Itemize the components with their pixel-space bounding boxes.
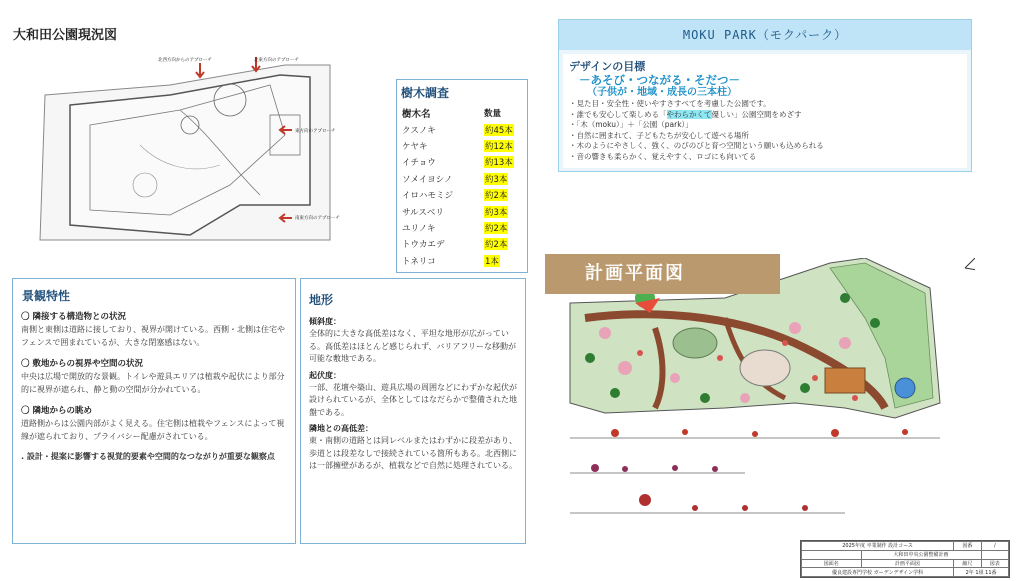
tree-name: ソメイヨシノ xyxy=(402,174,453,185)
terrain-panel xyxy=(300,278,526,544)
tb-drawing-name-label: 図面名 xyxy=(802,559,862,568)
tree-qty: 約45本 xyxy=(485,125,513,136)
terrain-sub-2: 起伏度： xyxy=(309,370,341,380)
tree-name: ケヤキ xyxy=(402,141,428,152)
goal-bullet-text: 木のようにやさしく、強く、のびのびと育つ空間という願いも込められる xyxy=(576,141,824,150)
goal-bullet-text: 誰でも安心して楽しめる「 xyxy=(576,109,667,119)
slogan: －あそび・つながる・そだつ－ xyxy=(579,73,740,87)
tree-qty: 約2本 xyxy=(485,240,508,251)
tb-empty xyxy=(981,550,1008,559)
tb-drawing-name: 計画平面図 xyxy=(861,559,954,568)
goal-bullet: ・誰でも安心して楽しめる「やわらかくて優しい」公園空間をめざす xyxy=(569,109,802,119)
tree-name: イロハモミジ xyxy=(402,191,454,202)
tree-qty: 約2本 xyxy=(485,223,508,234)
goal-bullet: ・木のようにやさしく、強く、のびのびと育つ空間という願いも込められる xyxy=(569,141,824,150)
slogan-sub: （子供が・地域・成長の三本柱） xyxy=(587,87,737,98)
terrain-text-3: 東・南側の道路とは同レベルまたはわずかに段差があり、歩道とは段差なしで接続されている箇所もある。北西側には一部擁壁があるが、植栽などで自然に処理されている。 xyxy=(309,436,517,470)
terrain-title: 地形 xyxy=(309,293,334,307)
scenery-sub-2: 〇 敷地からの視界や空間の状況 xyxy=(21,359,143,369)
approach-label-ne: 北東方向のアプローチ xyxy=(254,58,299,63)
tree-name: クスノキ xyxy=(402,125,436,136)
scenery-sub-3: 〇 隣地からの眺め xyxy=(21,406,92,416)
scenery-title: 景観特性 xyxy=(22,289,71,303)
approach-label-e: 東方向のアプローチ xyxy=(295,129,336,134)
goal-bullet: ・「木（moku）」＋「公園（park）」 xyxy=(569,120,693,129)
title-block xyxy=(800,540,1010,578)
moku-park-header: MOKU PARK（モクパーク） xyxy=(559,20,971,50)
goal-bullet-text: 「木（moku）」＋「公園（park）」 xyxy=(576,120,693,129)
tree-qty: 約12本 xyxy=(485,141,513,152)
tree-qty: 約13本 xyxy=(485,158,513,169)
site-plan-drawing xyxy=(545,258,975,528)
tree-survey-title: 樹木調査 xyxy=(401,86,450,100)
goal-bullet: ・自然に囲まれて、子どもたちが安心して遊べる場所 xyxy=(569,130,749,140)
tb-slash: / xyxy=(981,542,1008,551)
col-qty: 数量 xyxy=(484,109,502,120)
tree-name: イチョウ xyxy=(402,158,436,169)
page-title: 大和田公園現況図 xyxy=(13,28,118,43)
tb-chart-label: 図表 xyxy=(981,559,1008,568)
tree-qty: 約2本 xyxy=(485,191,508,202)
tree-row xyxy=(397,220,527,236)
scenery-text-1: 南側と東側は道路に接しており、視界が開けている。西側・北側は住宅やフェンスで囲まれているが、大きな閉塞感はない。 xyxy=(21,325,285,347)
tree-row xyxy=(397,187,527,203)
goal-bullet-text: 自然に囲まれて、子どもたちが安心して遊べる場所 xyxy=(576,130,749,140)
moku-park-panel xyxy=(558,19,972,172)
tb-year: 2025年度 卒業制作 設計コース xyxy=(802,542,954,551)
tree-row xyxy=(397,236,527,252)
tb-student: 2年 1組 11番 xyxy=(954,568,1009,577)
scenery-text-2: 中央は広場で開放的な景観。トイレや遊具エリアは植栽や起伏により部分的に視界が遮られ、静と動の空間が分かれている。 xyxy=(21,372,285,394)
tree-row xyxy=(397,138,527,154)
approach-label-nw: 北西方向からのアプローチ xyxy=(158,58,212,63)
tree-qty: 約3本 xyxy=(485,174,508,185)
tb-empty xyxy=(802,550,862,559)
tb-scale-label: 縮尺 xyxy=(954,559,981,568)
scenery-panel xyxy=(12,278,296,544)
tree-qty: 約3本 xyxy=(485,207,508,218)
tree-row xyxy=(397,171,527,187)
scenery-text-3: 道路側からは公園内部がよく見える。住宅側は植栽やフェンスによって視線が遮られており、プライバシー配慮がされている。 xyxy=(21,419,285,441)
goal-bullet: ・見た目・安全性・使いやすさすべてを考慮した公園です。 xyxy=(569,99,771,108)
tree-row xyxy=(397,253,527,269)
tb-label: 図番 xyxy=(954,542,981,551)
design-goal-box xyxy=(563,54,967,168)
scenery-sub-1: 〇 隣接する構造物との状況 xyxy=(21,312,126,322)
tree-name: ユリノキ xyxy=(402,223,436,234)
terrain-sub-1: 傾斜度： xyxy=(309,317,341,326)
tree-name: トネリコ xyxy=(402,256,436,267)
tb-school: 優良建設専門学校 ガーデンデザイン学科 xyxy=(802,568,954,577)
goal-bullet-text: 音の響きも柔らかく、覚えやすく、ロゴにも向いてる xyxy=(576,151,757,161)
plan-label: 計画平面図 xyxy=(545,254,780,294)
tree-row xyxy=(397,203,527,219)
tree-survey-panel xyxy=(396,79,528,273)
tree-survey-header xyxy=(397,105,527,121)
tree-row xyxy=(397,121,527,137)
tree-qty: 1本 xyxy=(485,256,499,267)
design-goal-title: デザインの目標 xyxy=(569,60,646,73)
highlight-text: やわらかくて xyxy=(666,109,712,119)
tree-name: サルスベリ xyxy=(402,207,444,218)
tree-row xyxy=(397,154,527,170)
scenery-note: . 設計・提案に影響する視覚的要素や空間的なつながりが重要な観察点 xyxy=(21,452,275,461)
col-name: 樹木名 xyxy=(402,109,431,121)
tree-name: トウカエデ xyxy=(402,240,445,251)
terrain-text-1: 全体的に大きな高低差はなく、平坦な地形が広がっている。高低差はほとんど感じられず、バリアフリーな移動が可能な敷地である。 xyxy=(309,329,517,363)
terrain-sub-3: 隣地との高低差： xyxy=(309,424,373,433)
tb-project: 大和田中央公園整備計画 xyxy=(861,550,981,559)
goal-bullet-text: 優しい」公園空間をめざす xyxy=(711,109,802,119)
goal-bullet: ・音の響きも柔らかく、覚えやすく、ロゴにも向いてる xyxy=(569,151,757,161)
approach-label-se: 南東方向のアプローチ xyxy=(295,216,340,221)
terrain-text-2: 一部、花壇や築山、遊具広場の周囲などにわずかな起伏が設けられているが、全体としてはなだらかで整備された地盤である。 xyxy=(309,382,517,417)
goal-bullet-text: 見た目・安全性・使いやすさすべてを考慮した公園です。 xyxy=(576,99,771,108)
